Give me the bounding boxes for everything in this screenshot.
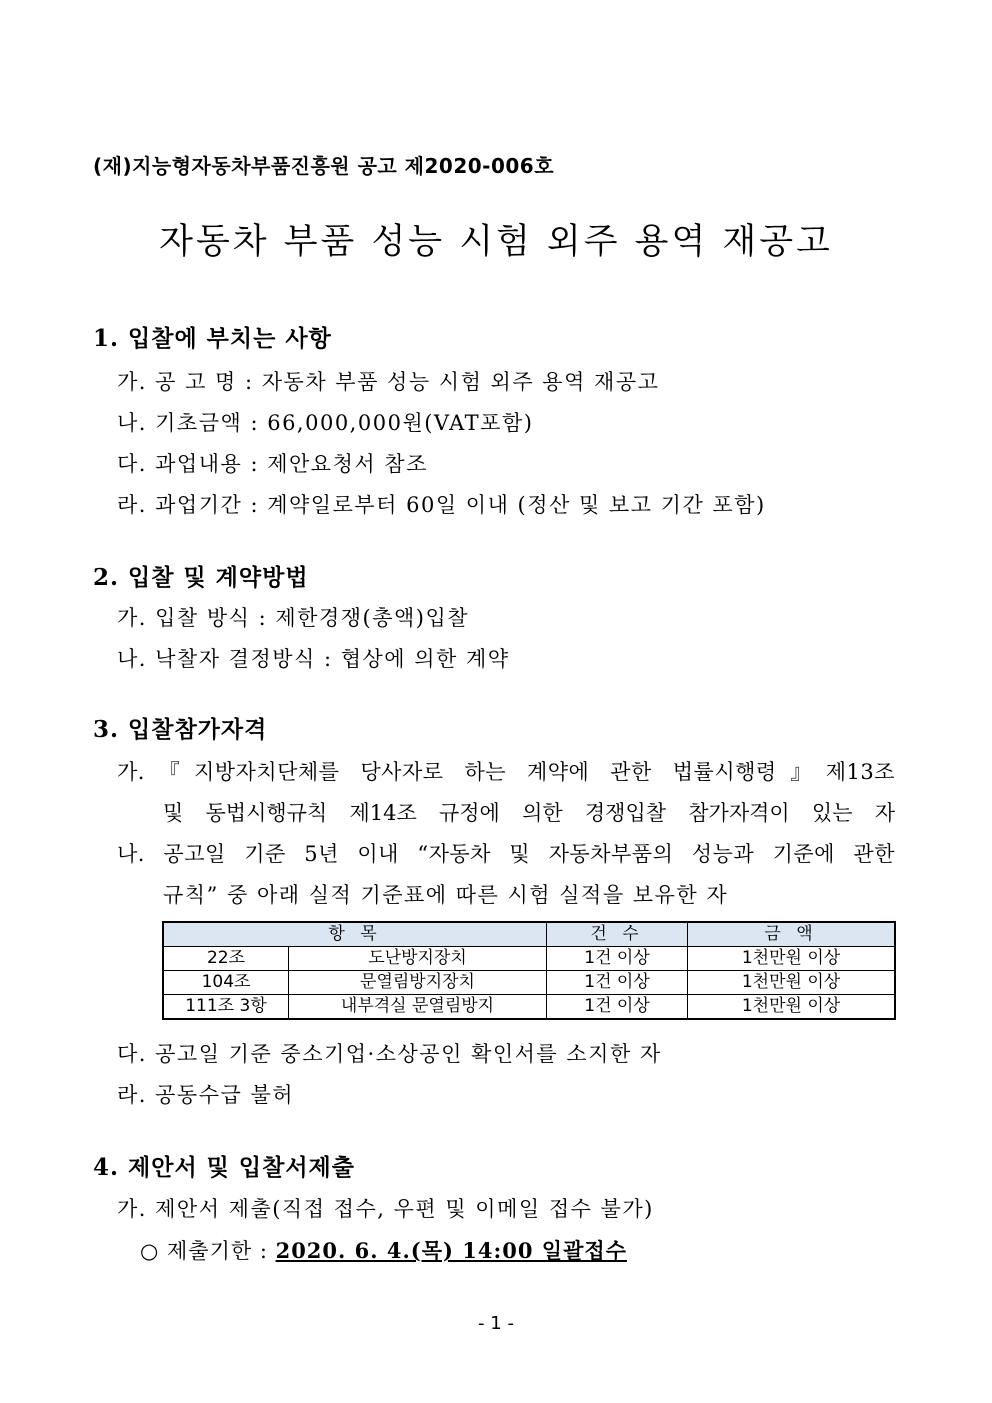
- document-title: 자동차 부품 성능 시험 외주 용역 재공고: [159, 222, 833, 262]
- section1-item-d: 라. 과업기간 : 계약일로부터 60일 이내 (정산 및 보고 기간 포함): [117, 493, 766, 517]
- section3-item-a-line1: 가.『지방자치단체를 당사자로 하는 계약에 관한 법률시행령』제13조: [117, 760, 895, 784]
- table-cell-article: 22조: [163, 947, 289, 971]
- table-header-amount: 금 액: [688, 922, 896, 947]
- table-row: [163, 995, 895, 1020]
- page-number: - 1 -: [478, 1313, 514, 1334]
- table-cell-item: 내부격실 문열림방지: [289, 995, 547, 1020]
- table-cell-amount: 1천만원 이상: [688, 995, 896, 1020]
- table-cell-amount: 1천만원 이상: [688, 971, 896, 995]
- table-header-row: [163, 922, 895, 947]
- notice-number: (재)지능형자동차부품진흥원 공고 제2020-006호: [93, 154, 555, 178]
- section1-item-c: 다. 과업내용 : 제안요청서 참조: [117, 452, 428, 476]
- table-row: [163, 971, 895, 995]
- section3-item-b-line2: 규칙” 중 아래 실적 기준표에 따른 시험 실적을 보유한 자: [163, 883, 729, 907]
- table-cell-article: 111조 3항: [163, 995, 289, 1020]
- table-cell-count: 1건 이상: [547, 995, 688, 1020]
- section3-item-d: 라. 공동수급 불허: [117, 1083, 295, 1107]
- performance-criteria-table: [162, 921, 896, 1020]
- section1-item-a: 가. 공 고 명 : 자동차 부품 성능 시험 외주 용역 재공고: [117, 370, 660, 394]
- table-cell-count: 1건 이상: [547, 971, 688, 995]
- section3-item-c: 다. 공고일 기준 중소기업·소상공인 확인서를 소지한 자: [117, 1042, 662, 1066]
- submission-deadline: [140, 1235, 627, 1265]
- table-header-count: 건 수: [547, 922, 688, 947]
- table-cell-count: 1건 이상: [547, 947, 688, 971]
- table-cell-amount: 1천만원 이상: [688, 947, 896, 971]
- table-header-item: 항 목: [163, 922, 547, 947]
- section1-heading: 1. 입찰에 부치는 사항: [93, 325, 332, 352]
- section3-heading: 3. 입찰참가자격: [93, 716, 268, 743]
- section2-item-b: 나. 낙찰자 결정방식 : 협상에 의한 계약: [117, 647, 510, 671]
- section2-item-a: 가. 입찰 방식 : 제한경쟁(총액)입찰: [117, 606, 470, 630]
- section4-item-a: 가. 제안서 제출(직접 접수, 우편 및 이메일 접수 불가): [117, 1197, 654, 1221]
- table-cell-item: 도난방지장치: [289, 947, 547, 971]
- section2-heading: 2. 입찰 및 계약방법: [93, 564, 309, 591]
- table-cell-article: 104조: [163, 971, 289, 995]
- deadline-value: 2020. 6. 4.(목) 14:00 일괄접수: [275, 1238, 627, 1263]
- section1-item-b: 나. 기초금액 : 66,000,000원(VAT포함): [117, 411, 534, 435]
- section3-item-b-line1: 나. 공고일 기준 5년 이내 “자동차 및 자동차부품의 성능과 기준에 관한: [117, 842, 895, 866]
- table-cell-item: 문열림방지장치: [289, 971, 547, 995]
- table-row: [163, 947, 895, 971]
- section3-item-a-line2: 및 동법시행규칙 제14조 규정에 의한 경쟁입찰 참가자격이 있는 자: [163, 801, 895, 825]
- deadline-label: ○ 제출기한 :: [140, 1239, 276, 1263]
- section4-heading: 4. 제안서 및 입찰서제출: [93, 1154, 355, 1181]
